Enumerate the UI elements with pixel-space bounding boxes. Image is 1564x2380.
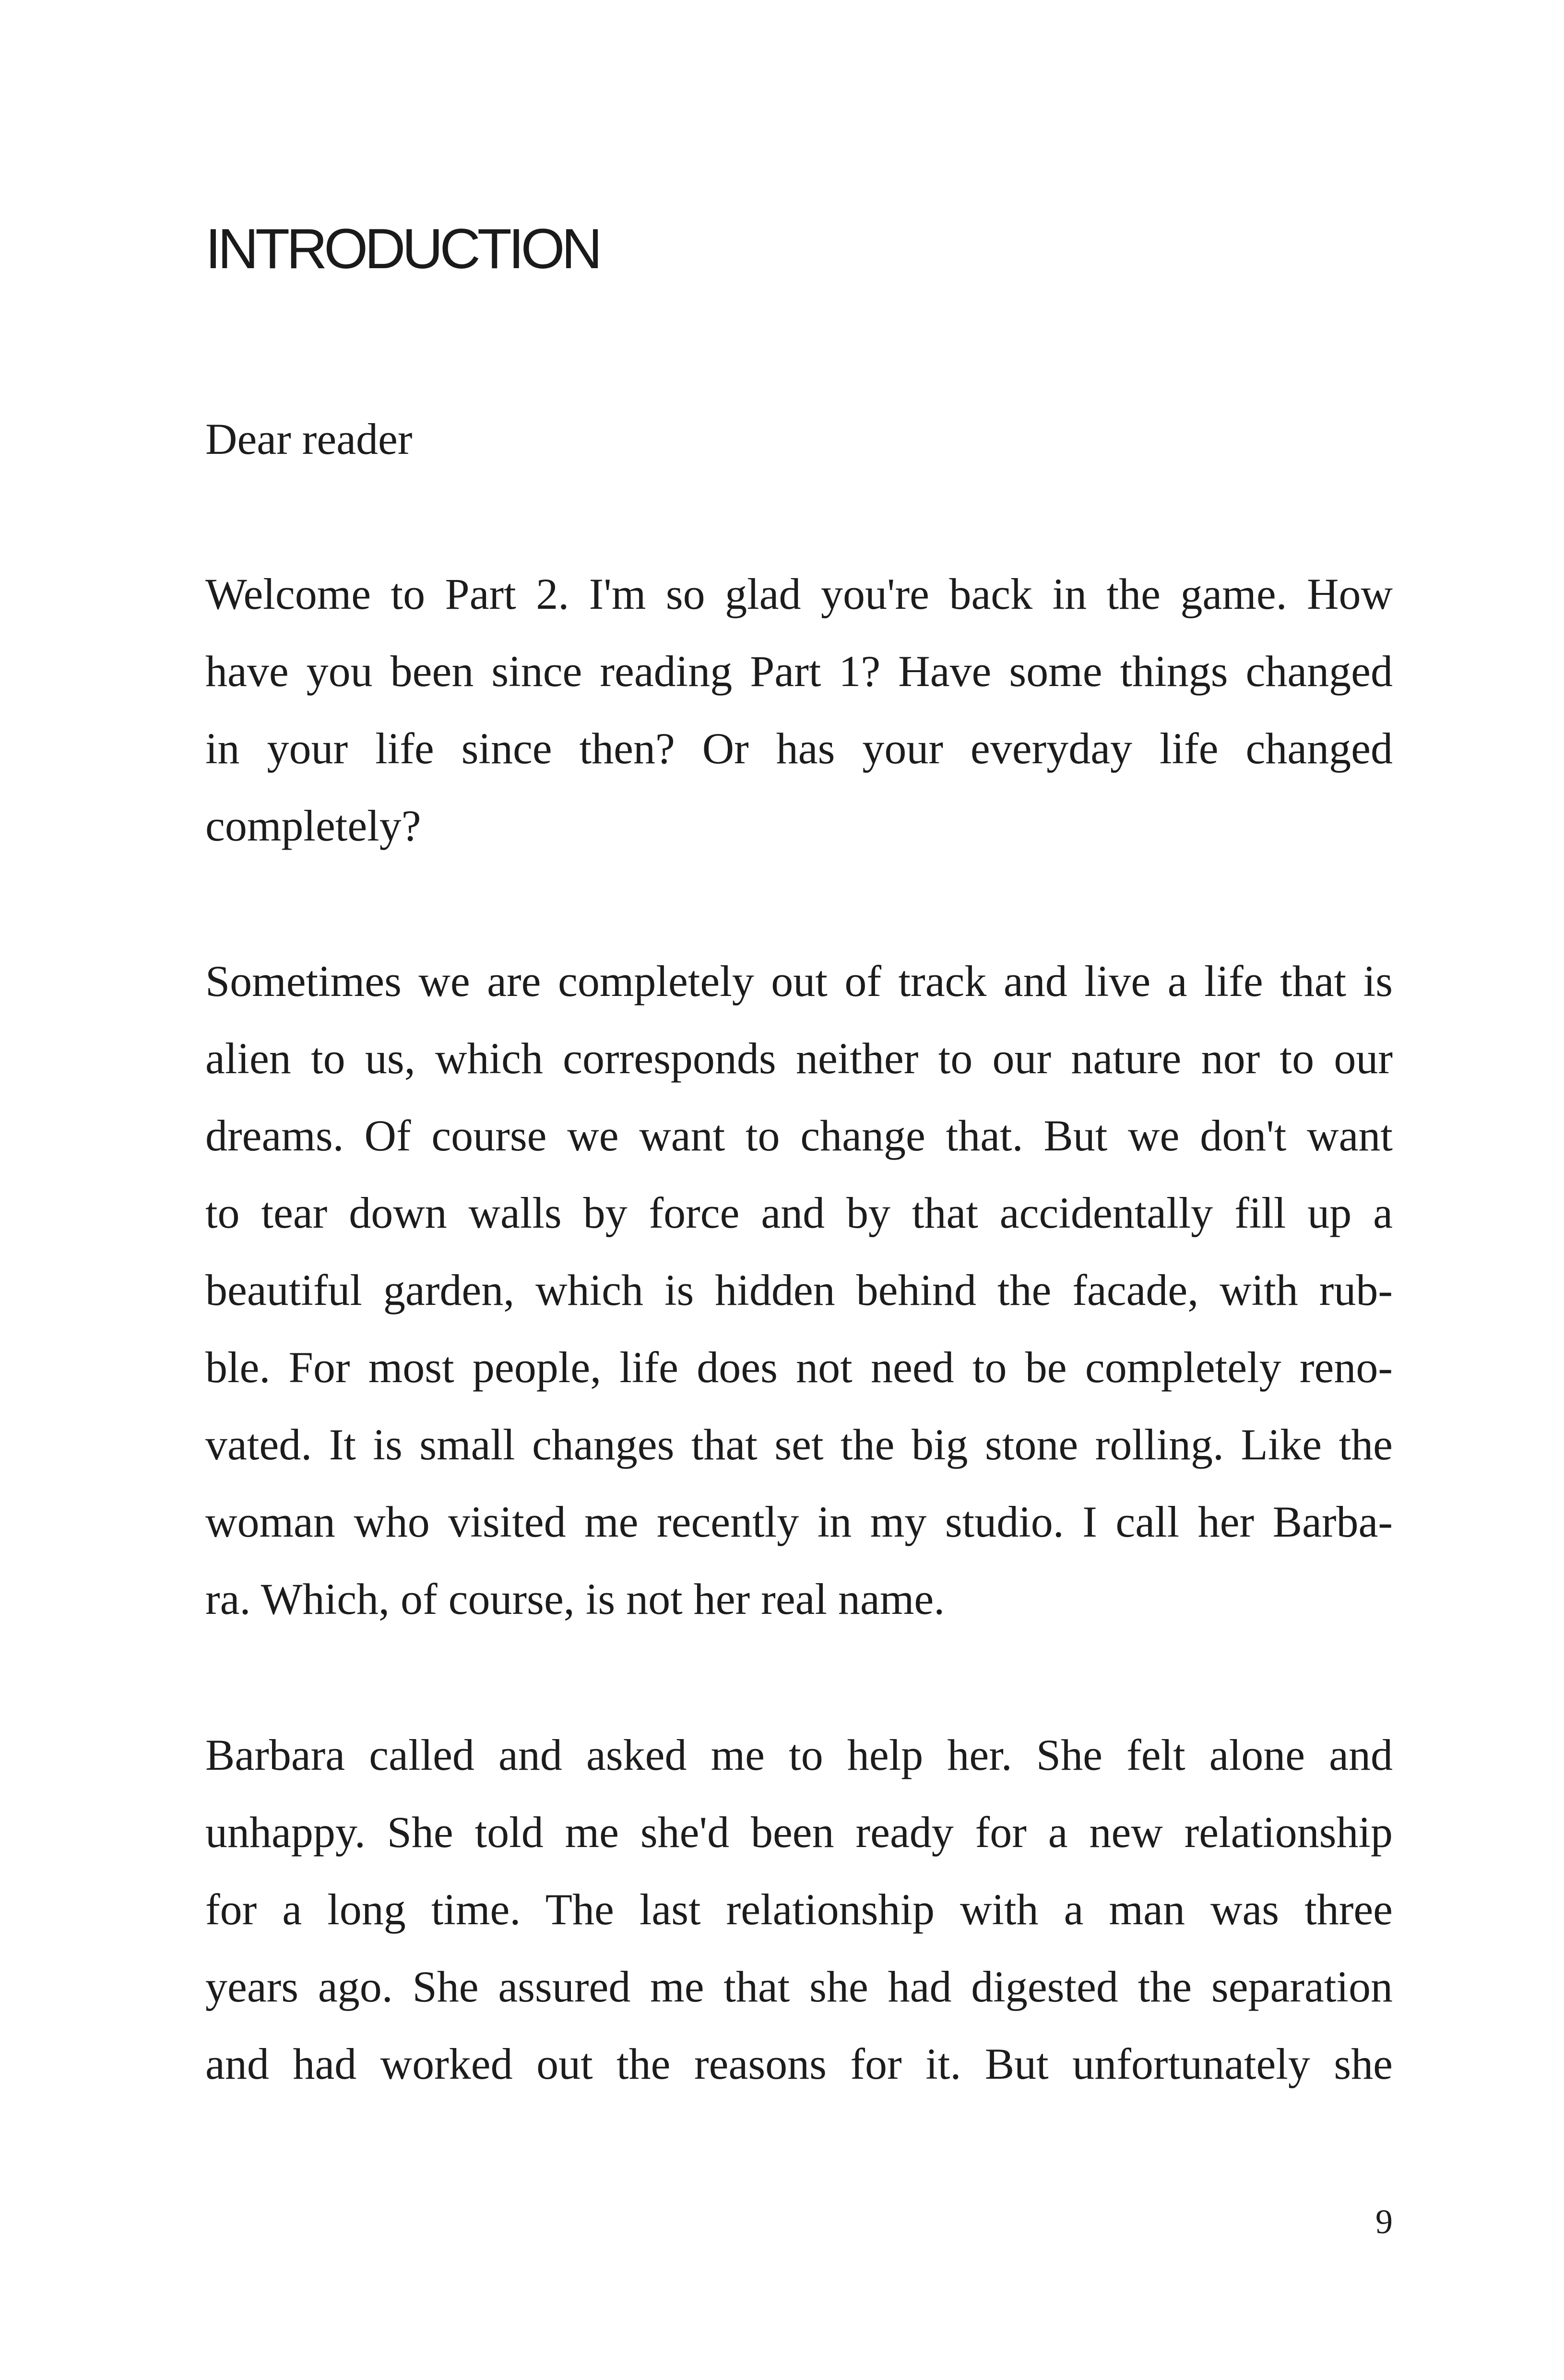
salutation: Dear reader xyxy=(205,414,413,463)
page-number: 9 xyxy=(1375,2202,1393,2241)
chapter-heading: INTRODUCTION xyxy=(205,217,599,281)
paragraph-3-line-3: for a long time. The last relationship with a man was three xyxy=(205,1885,1393,1934)
paragraph-2-line-1: Sometimes we are completely out of track and live a life that is xyxy=(205,957,1393,1006)
paragraph-2-line-5: beautiful garden, which is hidden behind the facade, with rub- xyxy=(205,1266,1393,1314)
paragraph-3-line-1: Barbara called and asked me to help her. She felt alone and xyxy=(205,1730,1393,1779)
paragraph-2-line-7: vated. It is small changes that set the big stone rolling. Like the xyxy=(205,1420,1393,1469)
paragraph-2-line-6: ble. For most people, life does not need to be completely reno- xyxy=(205,1343,1393,1392)
paragraph-2-line-8: woman who visited me recently in my studio. I call her Barba- xyxy=(205,1497,1393,1546)
paragraph-2-line-9: ra. Which, of course, is not her real name. xyxy=(205,1575,945,1623)
paragraph-1-line-3: in your life since then? Or has your everyday life changed xyxy=(205,724,1393,773)
paragraph-1-line-2: have you been since reading Part 1? Have some things changed xyxy=(205,647,1393,696)
paragraph-3-line-4: years ago. She assured me that she had digested the separation xyxy=(205,1962,1393,2011)
paragraph-3-line-2: unhappy. She told me she'd been ready for a new relationship xyxy=(205,1808,1393,1857)
paragraph-2-line-2: alien to us, which corresponds neither to our nature nor to our xyxy=(205,1034,1393,1083)
paragraph-2-line-3: dreams. Of course we want to change that. But we don't want xyxy=(205,1111,1393,1160)
paragraph-1-line-1: Welcome to Part 2. I'm so glad you're back in the game. How xyxy=(205,569,1393,618)
paragraph-2-line-4: to tear down walls by force and by that accidentally fill up a xyxy=(205,1188,1393,1237)
paragraph-3-line-5: and had worked out the reasons for it. But unfortunately she xyxy=(205,2039,1393,2088)
paragraph-1-line-4: completely? xyxy=(205,801,421,850)
